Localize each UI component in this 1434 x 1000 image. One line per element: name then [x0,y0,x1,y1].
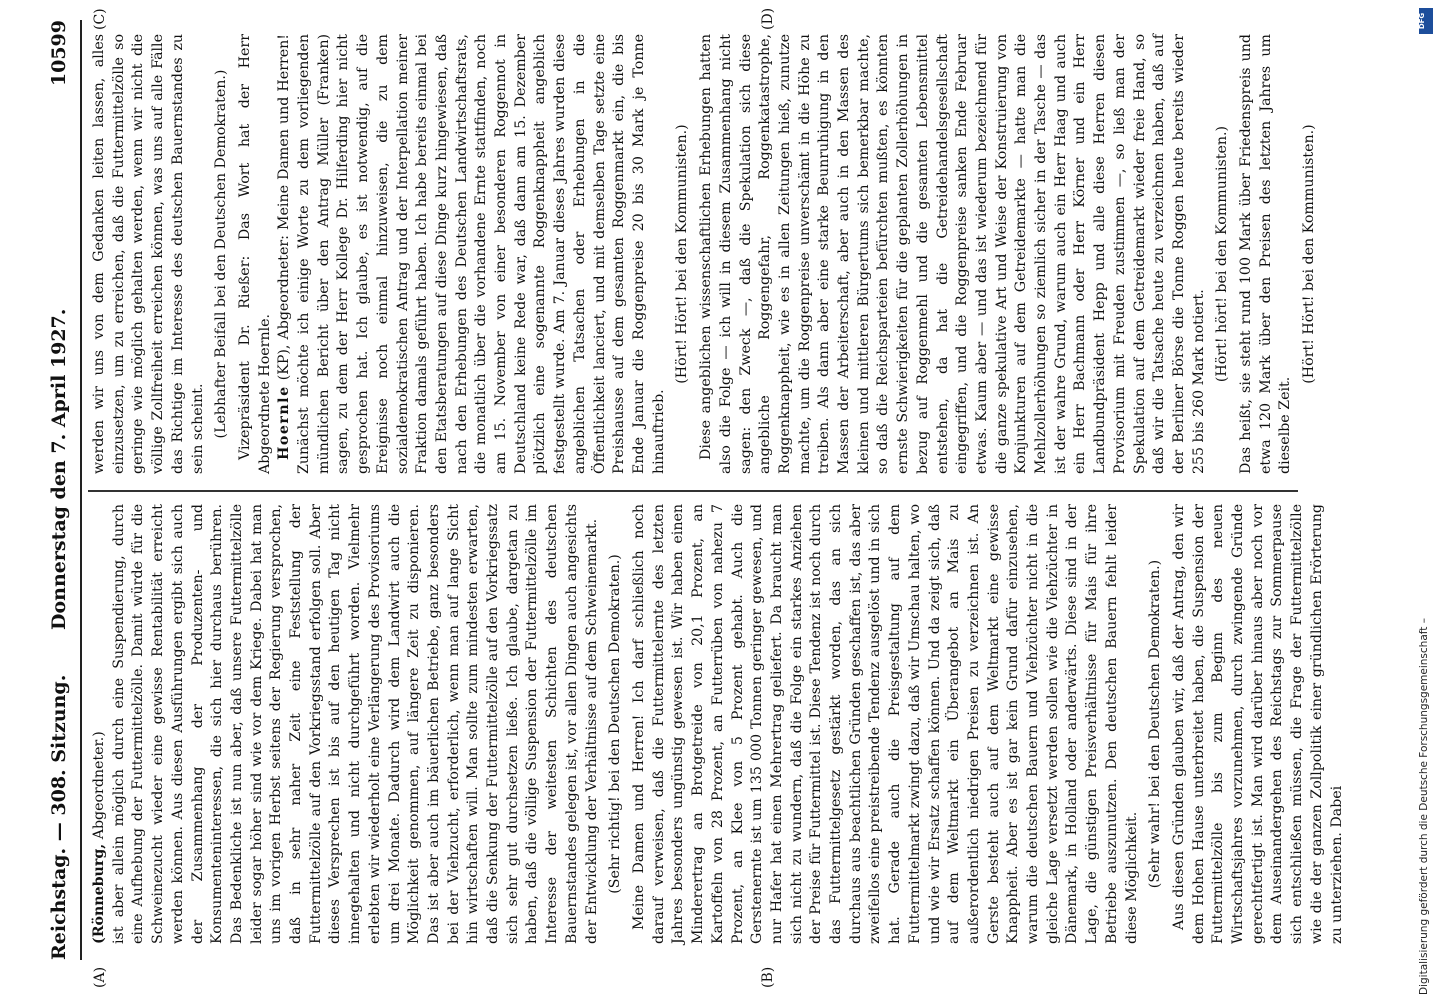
interjection: (Hört! Hört! bei den Kommunisten.) [1301,124,1318,384]
interjection: (Sehr richtig! bei den Deutschen Demokraten.) [607,554,624,894]
interjection: (Hört! hört! bei den Kommunisten.) [1214,125,1231,383]
left-column [90,504,1347,944]
right-column [90,34,1324,474]
margin-mark-c: (C) [92,8,108,30]
paragraph: Diese angeblichen wissenschaftlichen Erhebungen hatten also die Folge — ich will in diesem Zusammenhang nicht sagen: den Zweck —, daß die Spekulation sich diese angebliche Roggengefahr, Roggenkatastrophe, Roggenknappheit, wie es in allen Zeitungen hieß, zunutze machte, um die Roggenpreise unverschämt in die Höhe zu treiben. Als dann aber eine starke Beunruhigung in den Massen der Arbeiterschaft, aber auch in den Massen des kleinen und mittleren Bürgertums sich bemerkbar machte, so daß die Reichsparteien befürchten mußten, es könnten ernste Schwierigkeiten für die geplanten Zollerhöhungen in bezug auf Roggenmehl und die gesamten Lebensmittel entstehen, da hat die Getreidehandelsgesellschaft eingegriffen, und die Roggenpreise sanken Ende Februar etwas. Kaum aber — und das ist wiederum bezeichnend für die ganze spekulative Art und Weise der Konstruierung von Konjunkturen auf dem Getreidemarkte — hatte man die Mehlzollerhöhungen so ziemlich sicher in der Tasche — das ist der wahre Grund, warum auch ein Herr Haag und auch ein Herr Bachmann oder Herr Körner und ein Herr Landbundpräsident Hepp und alle diese Herren diesen Provisorium mit Freuden zustimmen —, so ließ man der Spekulation auf dem Getreidemarkt wieder freie Hand, so daß wir die Tatsache heute zu verzeichnen haben, daß auf der Berliner Börse die Tonne Roggen heute bereits wieder 255 bis 260 Mark notiert. [698,34,1207,474]
header-date: Donnerstag den 7. April 1927. [48,308,70,630]
digitization-credit: Digitalisierung gefördert durch die Deutsche Forschungsgemeinschaft – [1418,618,1430,995]
header-rule [80,20,82,960]
paragraph [275,34,669,474]
dfg-logo-text: DFG [1418,12,1427,30]
speech-text: (KP), Abgeordneter: Meine Damen und Herren! Zunächst möchte ich einige Worte zu dem vorliegenden mündlichen Bericht über den Antrag Müller (Franken) sagen, zu dem der Herr Kollege Dr. Hilferding hier nicht gesprochen hat. Ich glaube, es ist notwendig, auf die Ereignisse noch einmal hinzuweisen, die zu dem sozialdemokratischen Antrag und der Interpellation meiner Fraktion damals geführt haben. Ich habe bereits einmal bei den Etatsberatungen auf diese Dinge kurz hingewiesen, daß nach den Erhebungen des Deutschen Landwirtschaftsrats, die monatlich über die vorhandene Ernte stattfinden, noch am 15. November von einer besonderen Roggennot in Deutschland keine Rede war, daß dann am 15. Dezember plötzlich eine sogenannte Roggenknappheit angeblich festgestellt wurde. Am 7. Januar dieses Jahres wurden diese angeblichen Tatsachen oder Erhebungen in die Öffentlichkeit lanciert, und mit demselben Tage setzte eine Preishausse auf dem gesamten Roggenmarkt ein, die bis Ende Januar die Roggenpreise 20 bis 30 Mark je Tonne hinauftrieb. [276,34,667,474]
column-divider [88,491,1298,493]
interjection: (Sehr wahr! bei den Deutschen Demokraten.) [1147,559,1164,889]
margin-mark-d: (D) [760,7,776,30]
page-header [40,20,80,960]
speaker-role: Abgeordneter.) [91,731,107,844]
paragraph: Aus diesen Gründen glauben wir, daß der Antrag, den wir dem Hohen Hause unterbreitet haben, die Suspension der Futtermittelzölle bis zum Beginn des neuen Wirtschaftsjahres vorzunehmen, durch zwingende Gründe gerechtfertigt ist. Man wird darüber hinaus aber noch vor dem Auseinandergehen des Reichstags zur Sommerpause sich entschließen müssen, die Frage der Futtermittelzölle wie die der ganzen Zollpolitik einer gründlichen Erörterung zu unterziehen. Dabei [1170,504,1345,944]
paragraph: ist aber allein möglich durch eine Suspendierung, durch eine Aufhebung der Futtermittelzölle. Damit würde für die Schweinezucht wieder eine gewisse Rentabilität erreicht werden können. Aus diesen Ausführungen ergibt sich auch der Zusammenhang der Produzenten- und Konsumenteninteressen, die sich hier durchaus berühren. Das Bedenkliche ist nun aber, daß unsere Futtermittelzölle leider sogar höher sind wie vor dem Kriege. Dabei hat man uns im vorigen Herbst seitens der Regierung versprochen, daß in sehr naher Zeit eine Feststellung der Futtermittelzölle auf den Vorkriegsstand erfolgen soll. Aber dieses Versprechen ist bis auf den heutigen Tag nicht innegehalten und nicht durchgeführt worden. Vielmehr erlebten wir wiederholt eine Verlängerung des Provisoriums um drei Monate. Dadurch wird dem Landwirt auch die Möglichkeit genommen, auf längere Zeit zu disponieren. Das ist aber auch im bäuerlichen Betriebe, ganz besonders bei der Viehzucht, erforderlich, wenn man auf lange Sicht hin wirtschaften will. Man sollte zum mindesten erwarten, daß die Senkung der Futtermittelzölle auf den Vorkriegssatz sich sehr gut durchsetzen ließe. Ich glaube, dargetan zu haben, daß die völlige Suspension der Futtermittelzölle im Interesse der weitesten Schichten des deutschen Bauernstandes gelegen ist, vor allen Dingen auch angesichts der Entwicklung der Verhältnisse auf dem Schweinemarkt. [110,503,600,944]
paragraph: Vizepräsident Dr. Rießer: Das Wort hat der Herr Abgeordnete Hoernle. [236,34,273,474]
paragraph: werden wir uns von dem Gedanken leiten lassen, alles einzusetzen, um zu erreichen, daß die Futtermittelzölle so geringe wie möglich gehalten werden, wenn wir nicht die völlige Zollfreiheit erreichen können, was uns auf alle Fälle das Richtige im Interesse des deutschen Bauernstandes zu sein scheint. [91,34,206,474]
paragraph: Das heißt, sie steht rund 100 Mark über Friedenspreis und etwa 120 Mark über den Preisen des letzten Jahres um dieselbe Zeit. [1238,34,1294,474]
paragraph [90,504,110,944]
paragraph: Meine Damen und Herren! Ich darf schließlich noch darauf verweisen, daß die Futtermittelernte des letzten Jahres besonders ungünstig gewesen ist. Wir haben einen Minderertrag an Brotgetreide von 20,1 Prozent, an Kartoffeln von 28 Prozent, an Futterrüben von nahezu 7 Prozent, an Klee von 5 Prozent gehabt. Auch die Gerstenernte ist um 135 000 Tonnen geringer gewesen, und nur Hafer hat einen Mehrertrag geliefert. Da braucht man sich nicht zu wundern, daß die Folge ein starkes Anziehen der Preise für Futtermittel ist. Diese Tendenz ist noch durch das Futtermittelgesetz gestärkt worden, das an sich durchaus aus beachtlichen Gründen geschaffen ist, das aber zweifellos eine preistreibende Tendenz ausgelöst und in sich hat. Gerade auch die Preisgestaltung auf dem Futtermittelmarkt zwingt dazu, daß wir Umschau halten, wo und wie wir Ersatz schaffen können. Und da zeigt sich, daß auf dem Weltmarkt ein Überangebot an Mais zu außerordentlich niedrigen Preisen zu verzeichnen ist. An Gerste besteht auch auf dem Weltmarkt eine gewisse Knappheit. Aber es ist gar kein Grund dafür einzusehen, warum die deutschen Bauern und Viehzüchter nicht in die gleiche Lage versetzt werden sollen wie die Viehzüchter in Dänemark, in Holland oder anderwärts. Diese sind in der Lage, die günstigen Preisverhältnisse für Mais für ihre Betriebe auszunutzen. Den deutschen Bauern fehlt leider diese Möglichkeit. [630,504,1140,944]
margin-mark-a: (A) [92,966,108,988]
header-session: Reichstag. — 308. Sitzung. [48,674,70,960]
interjection: (Lebhafter Beifall bei den Deutschen Demokraten.) [213,69,230,439]
margin-mark-b: (B) [760,966,776,988]
speaker-name: Hoernle [276,385,293,460]
page-number: 10599 [48,20,70,87]
interjection: (Hört! Hört! bei den Kommunisten.) [674,124,691,384]
document-page [40,7,1345,988]
speaker-name: (Rönneburg, [91,843,107,944]
dfg-logo [1419,8,1433,34]
